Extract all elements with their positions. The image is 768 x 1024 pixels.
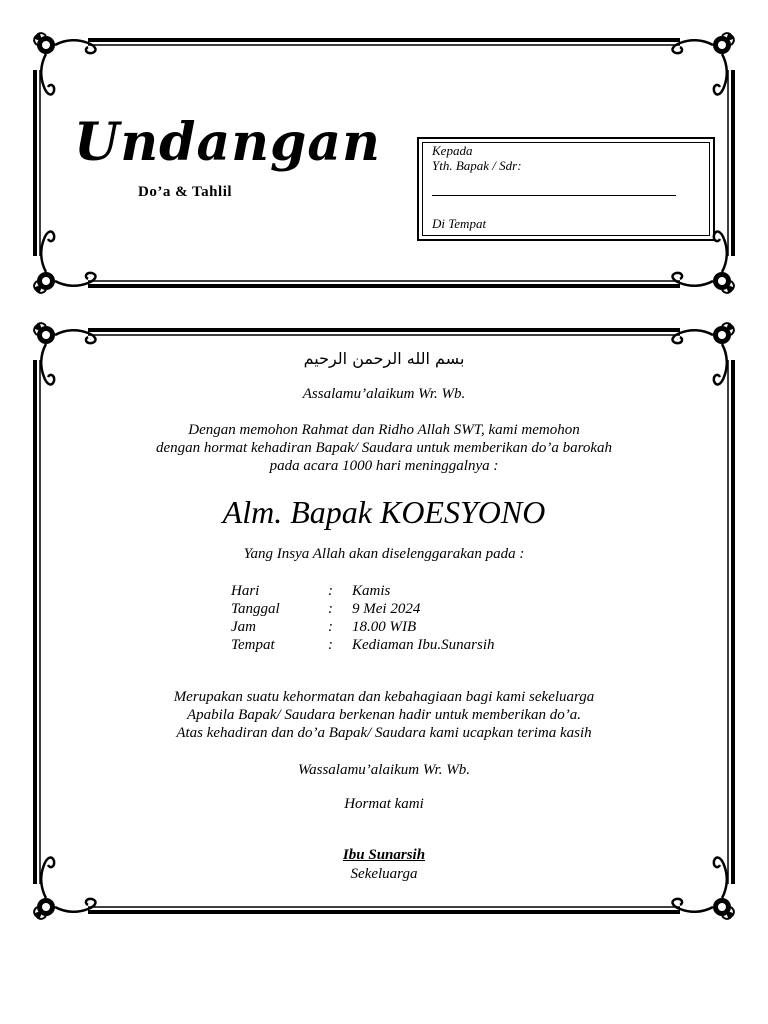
detail-separator: : <box>328 637 333 653</box>
event-intro: Yang Insya Allah akan diselenggarakan pada : <box>243 546 525 562</box>
address-to: Kepada <box>432 143 473 158</box>
farewell: Wassalamu’alaikum Wr. Wb. <box>298 762 470 778</box>
regards: Hormat kami <box>344 796 424 812</box>
ornament-top-right <box>673 33 734 94</box>
signer-family: Sekeluarga <box>350 866 418 882</box>
detail-value: 18.00 WIB <box>352 619 417 635</box>
signer-name: Ibu Sunarsih <box>342 847 426 863</box>
detail-value: Kediaman Ibu.Sunarsih <box>352 637 495 653</box>
ornament-top-left <box>34 33 95 94</box>
detail-separator: : <box>328 583 333 599</box>
address-place: Di Tempat <box>432 216 487 231</box>
detail-value: 9 Mei 2024 <box>352 601 421 617</box>
detail-separator: : <box>328 619 333 635</box>
detail-label: Tanggal <box>231 601 280 617</box>
basmalah-calligraphy: بسم الله الرحمن الرحيم <box>303 349 465 368</box>
greeting: Assalamu’alaikum Wr. Wb. <box>302 386 466 402</box>
detail-value: Kamis <box>352 583 391 599</box>
detail-separator: : <box>328 601 333 617</box>
ornament-bottom-left <box>34 232 95 293</box>
intro-line-2: dengan hormat kehadiran Bapak/ Saudara untuk memberikan do’a barokah <box>155 440 613 456</box>
closing-line-1: Merupakan suatu kehormatan dan kebahagiaan bagi kami sekeluarga <box>173 689 595 705</box>
closing-line-3: Atas kehadiran dan do’a Bapak/ Saudara kami ucapkan terima kasih <box>176 725 592 741</box>
intro-line-1: Dengan memohon Rahmat dan Ridho Allah SWT, kami memohon <box>188 422 580 438</box>
invitation-title: Undangan <box>74 112 381 173</box>
detail-label: Hari <box>231 583 260 599</box>
address-blank-line <box>432 195 676 196</box>
deceased-name: Alm. Bapak KOESYONO <box>222 494 546 530</box>
closing-line-2: Apabila Bapak/ Saudara berkenan hadir untuk memberikan do’a. <box>186 707 582 723</box>
detail-label: Jam <box>231 619 256 635</box>
detail-label: Tempat <box>231 637 275 653</box>
invitation-subtitle: Do’a & Tahlil <box>138 184 233 200</box>
address-recipient: Yth. Bapak / Sdr: <box>432 158 522 173</box>
intro-line-3: pada acara 1000 hari meninggalnya : <box>269 458 499 474</box>
